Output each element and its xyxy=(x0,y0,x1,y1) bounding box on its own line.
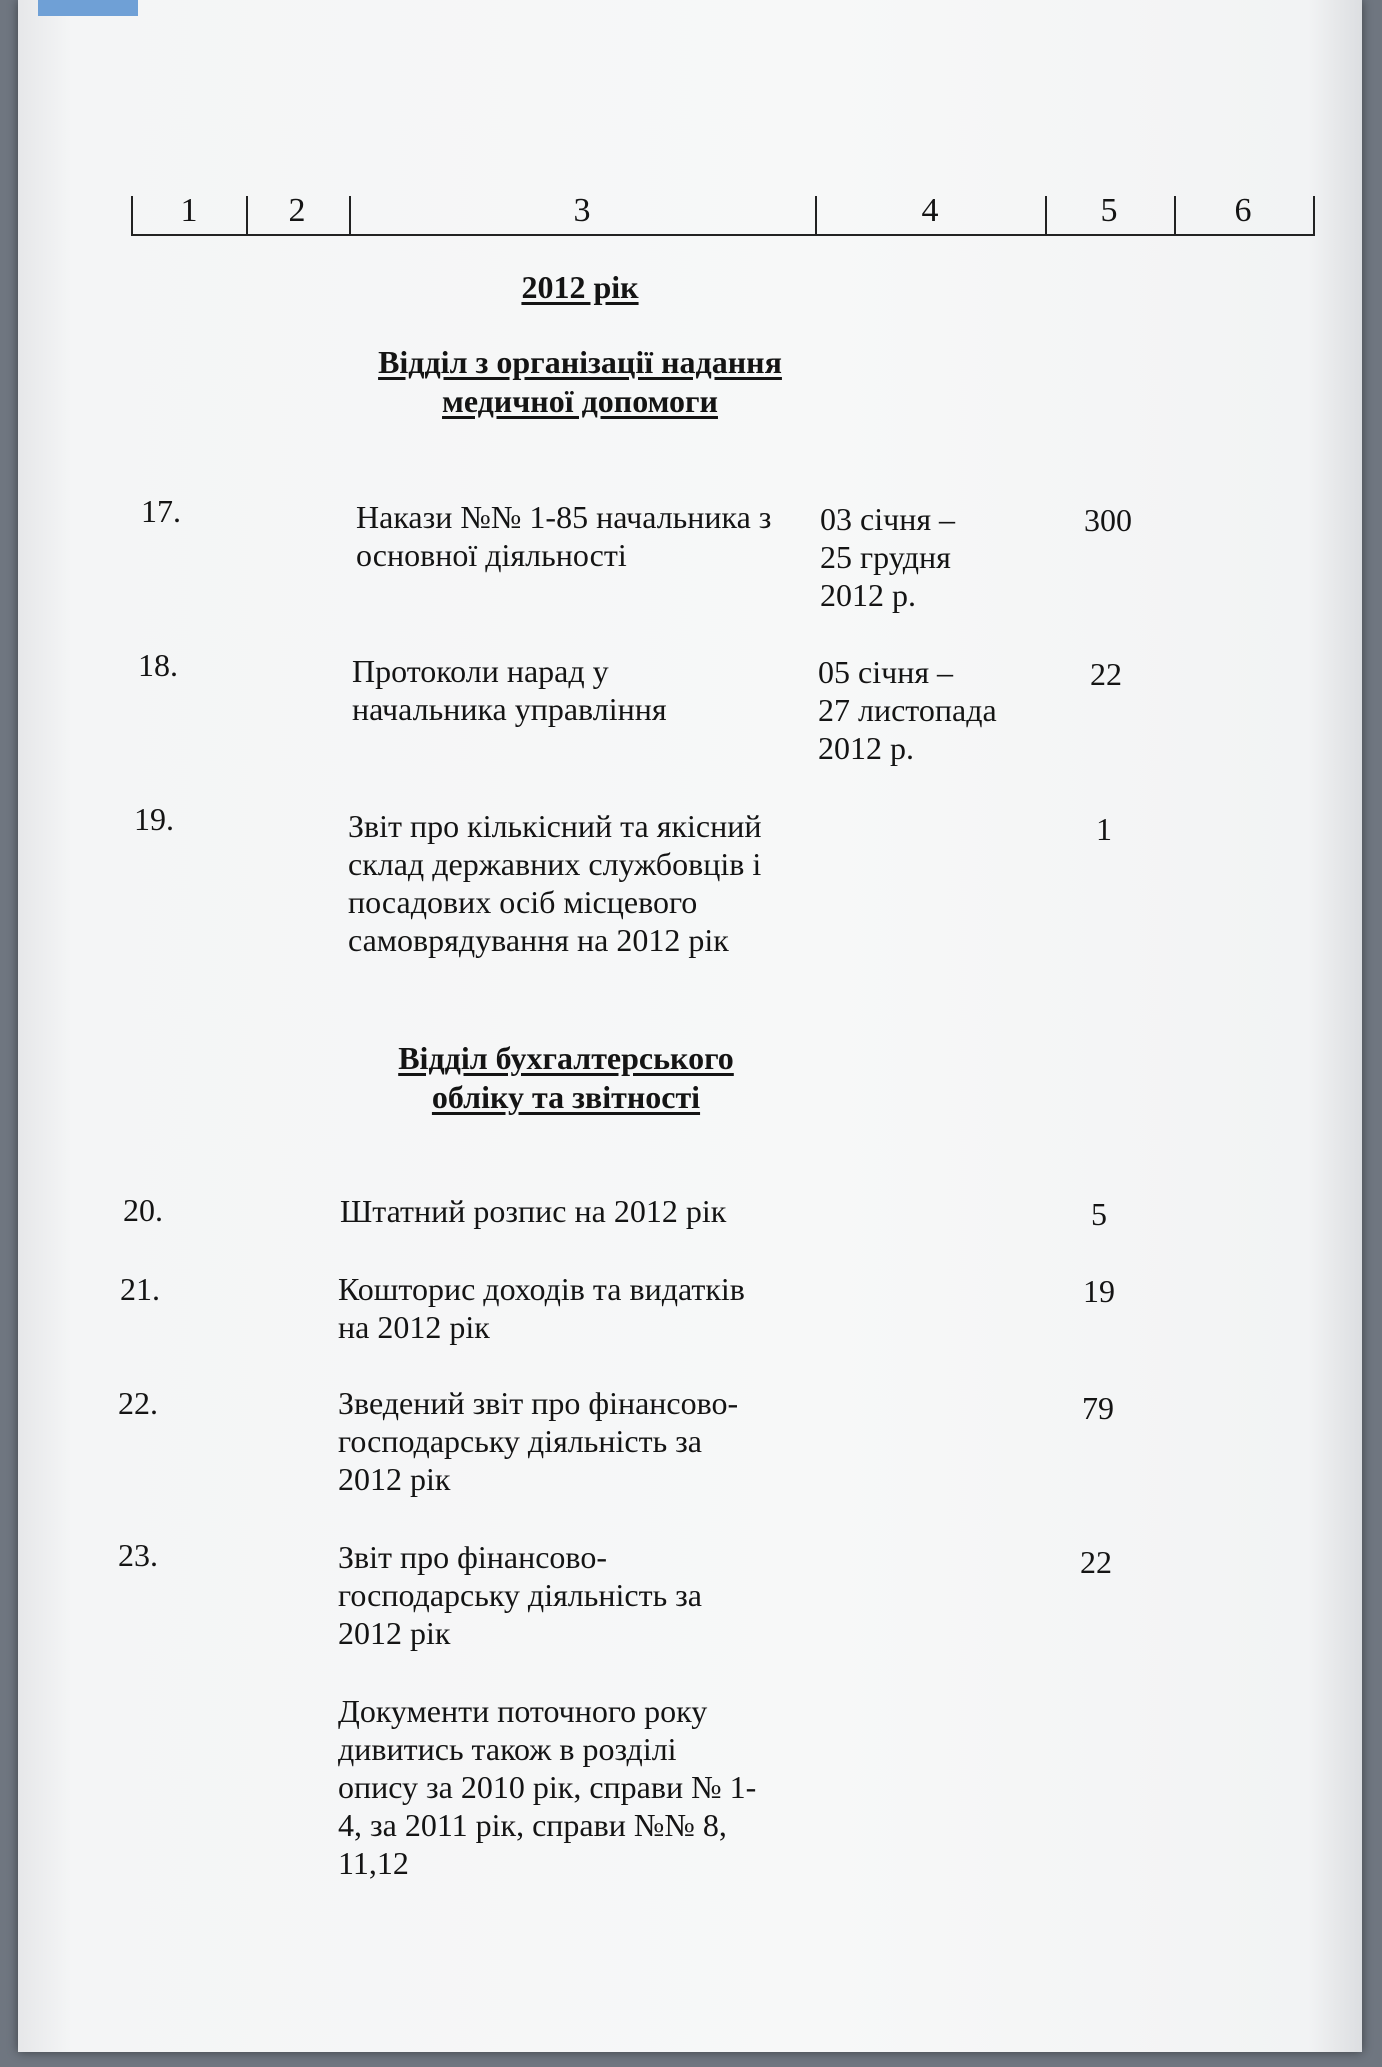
note-line: опису за 2010 рік, справи № 1- xyxy=(338,1769,757,1805)
date-line: 03 січня – xyxy=(820,501,956,537)
column-divider xyxy=(815,196,817,234)
column-header-row xyxy=(131,192,1315,236)
column-number-5: 5 xyxy=(1100,192,1118,229)
date-line: 2012 р. xyxy=(818,730,914,766)
content-line: господарську діяльність за xyxy=(338,1423,702,1459)
item-number-23: 23. xyxy=(118,1537,158,1573)
column-divider xyxy=(1313,196,1315,234)
content-line: Зведений звіт про фінансово- xyxy=(338,1385,739,1421)
content-line: 2012 рік xyxy=(338,1615,451,1651)
column-divider xyxy=(1045,196,1047,234)
column-number-4: 4 xyxy=(921,192,939,229)
item-number-17: 17. xyxy=(141,493,181,529)
item-count-19: 1 xyxy=(1096,811,1112,847)
folder-tab xyxy=(38,0,138,16)
note-line: 11,12 xyxy=(338,1845,409,1881)
column-number-2: 2 xyxy=(288,192,306,229)
content-line: господарську діяльність за xyxy=(338,1577,702,1613)
item-number-19: 19. xyxy=(134,801,174,837)
item-content-21 xyxy=(338,1270,808,1346)
column-divider xyxy=(1174,196,1176,234)
content-line: Штатний розпис на 2012 рік xyxy=(340,1193,727,1229)
item-number-22: 22. xyxy=(118,1385,158,1421)
column-divider xyxy=(131,196,133,234)
item-content-19 xyxy=(348,807,818,959)
item-count-17: 300 xyxy=(1084,502,1132,538)
content-line: Протоколи нарад у xyxy=(352,653,609,689)
date-line: 27 листопада xyxy=(818,692,997,728)
column-number-1: 1 xyxy=(180,192,198,229)
content-line: 2012 рік xyxy=(338,1461,451,1497)
date-line: 2012 р. xyxy=(820,577,916,613)
item-count-20: 5 xyxy=(1091,1196,1107,1232)
date-line: 25 грудня xyxy=(820,539,951,575)
item-count-22: 79 xyxy=(1082,1390,1114,1426)
content-line: склад державних службовців і xyxy=(348,846,762,882)
content-line: основної діяльності xyxy=(356,537,627,573)
note-line: Документи поточного року xyxy=(338,1693,708,1729)
note-line: дивитись також в розділі xyxy=(338,1731,677,1767)
item-content-17 xyxy=(356,498,826,574)
column-number-6: 6 xyxy=(1234,192,1252,229)
content-line: начальника управління xyxy=(352,691,667,727)
section-title-line: медичної допомоги xyxy=(442,383,718,419)
content-line: посадових осіб місцевого xyxy=(348,884,698,920)
item-dates-18 xyxy=(818,653,1048,767)
item-number-20: 20. xyxy=(123,1192,163,1228)
content-line: Звіт про кількісний та якісний xyxy=(348,808,762,844)
year-heading: 2012 рік xyxy=(521,269,639,305)
item-content-23 xyxy=(338,1538,808,1652)
item-number-18: 18. xyxy=(138,647,178,683)
date-line: 05 січня – xyxy=(818,654,954,690)
item-dates-17 xyxy=(820,500,1050,614)
section-title-accounting xyxy=(398,1039,734,1117)
section-title-line: обліку та звітності xyxy=(431,1079,701,1115)
item-content-20 xyxy=(340,1192,810,1230)
section-title-line: Відділ з організації надання xyxy=(378,344,782,380)
item-count-18: 22 xyxy=(1090,656,1122,692)
content-line: на 2012 рік xyxy=(338,1309,490,1345)
column-divider xyxy=(349,196,351,234)
section-title-line: Відділ бухгалтерського xyxy=(398,1040,734,1076)
note-paragraph xyxy=(338,1692,808,1882)
content-line: Кошторис доходів та видатків xyxy=(338,1271,745,1307)
section-title-medical xyxy=(378,343,782,421)
item-content-18 xyxy=(352,652,822,728)
content-line: Звіт про фінансово- xyxy=(338,1539,607,1575)
content-line: Накази №№ 1-85 начальника з xyxy=(356,499,772,535)
content-line: самоврядування на 2012 рік xyxy=(348,922,729,958)
item-count-23: 22 xyxy=(1080,1544,1112,1580)
item-count-21: 19 xyxy=(1083,1273,1115,1309)
item-content-22 xyxy=(338,1384,808,1498)
column-divider xyxy=(246,196,248,234)
item-number-21: 21. xyxy=(120,1271,160,1307)
column-number-3: 3 xyxy=(573,192,591,229)
note-line: 4, за 2011 рік, справи №№ 8, xyxy=(338,1807,727,1843)
